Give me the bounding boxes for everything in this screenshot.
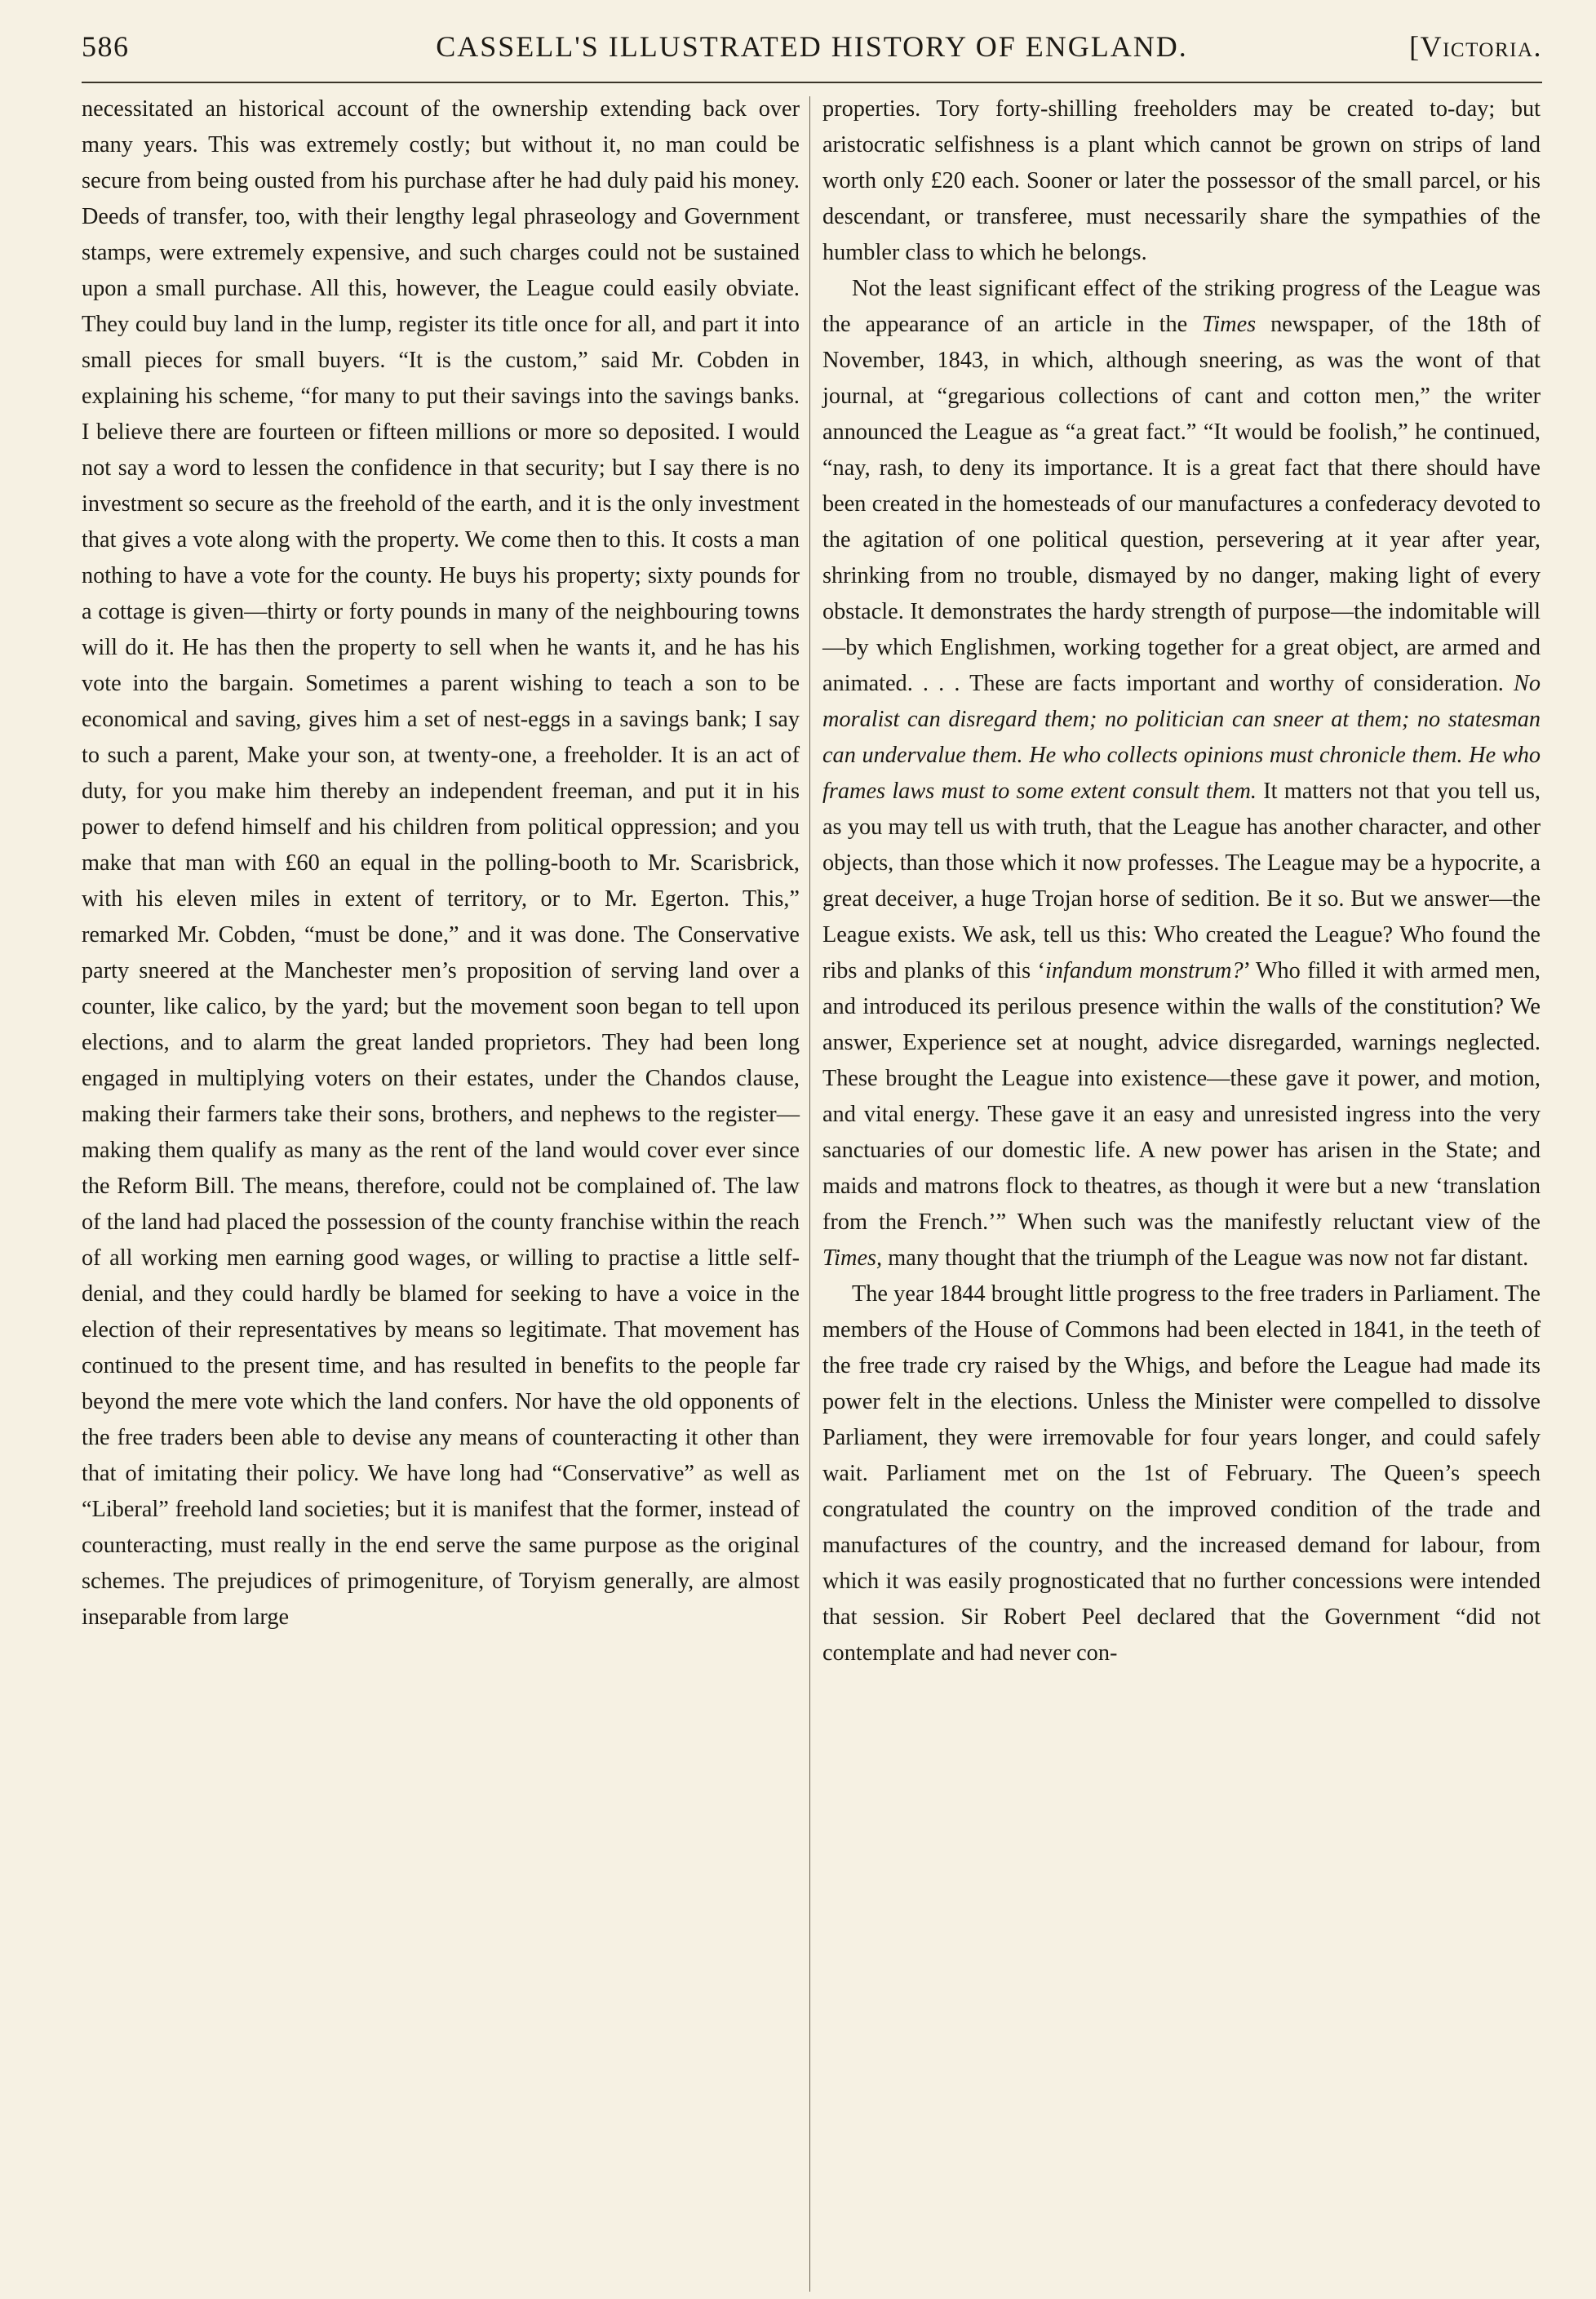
quote-italic: No moralist can disregard them; no politician can sneer at them; no statesman can undervalue them. He who collects opinions must chronicle them. He who frames laws must to some extent consult them. (822, 671, 1541, 804)
page-number: 586 (82, 30, 130, 63)
reign-label: [Victoria. (1409, 30, 1542, 63)
text-run: many thought that the triumph of the League was now not far distant. (882, 1245, 1529, 1271)
right-paragraph-1: properties. Tory forty-shilling freeholders may be created to-day; but aristocratic selfishness is a plant which cannot be grown on strips of land worth only £20 each. Sooner or later the possessor of the small parcel, or his descendant, or transferee, must necessarily share the sympathies of the humbler class to which he belongs. (822, 96, 1541, 265)
times-italic: Times (1202, 312, 1257, 337)
text-run: newspaper, of the 18th of November, 1843, in which, although sneering, as was the wont of that journal, at “gregarious collections of cant and cotton men,” the writer announced the League as “a great fact.” “It would be foolish,” he continued, “nay, rash, to deny its importance. It is a great fact that there should have been created in the homesteads of our manufactures a confederacy devoted to the agitation of one political question, persevering at it year after year, shrinking from no trouble, dismayed by no danger, making light of every obstacle. It demonstrates the hardy strength of purpose—the indomitable will—by which Englishmen, working together for a great object, are armed and animated. . . . These are facts important and worthy of consideration. (822, 312, 1541, 696)
right-paragraph-3: The year 1844 brought little progress to the free traders in Parliament. The members of the House of Commons had been elected in 1841, in the teeth of the free trade cry raised by the Whigs, and before the League had made its power felt in the elections. Unless the Minister were compelled to dissolve Parliament, they were irremovable for four years longer, and could safely wait. Parliament met on the 1st of February. The Queen’s speech congratulated the country on the improved condition of the trade and manufactures of the country, and the increased demand for labour, from which it was easily prognosticated that no further concessions were intended that session. Sir Robert Peel declared that the Government “did not contemplate and had never con- (822, 1281, 1541, 1666)
text-run: ’ Who filled it with armed men, and introduced its perilous presence within the walls of the constitution? We answer, Experience set at nought, advice disregarded, warnings neglected. These brought the League into existence—these gave it power, and motion, and vital energy. These gave it an easy and unresisted ingress into the very sanctuaries of our domestic life. A new power has arisen in the State; and maids and matrons flock to theatres, as though it were but a new ‘translation from the French.’” When such was the manifestly reluctant view of the (822, 958, 1541, 1235)
header-rule (82, 82, 1542, 83)
right-paragraph-2 (822, 271, 1541, 1276)
text-run: Not the least significant effect of the striking progress of the League was the appearance of an article in the (822, 276, 1541, 337)
right-column (822, 91, 1541, 1671)
running-header (82, 23, 1542, 75)
times-italic: Times, (822, 1245, 883, 1271)
running-title: CASSELL'S ILLUSTRATED HISTORY OF ENGLAND. (436, 30, 1188, 63)
left-paragraph-1: necessitated an historical account of the ownership extending back over many years. This was extremely costly; but without it, no man could be secure from being ousted from his purchase after he had duly paid his money. Deeds of transfer, too, with their lengthy legal phraseology and Government stamps, were extremely expensive, and such charges could not be sustained upon a small purchase. All this, however, the League could easily obviate. They could buy land in the lump, register its title once for all, and part it into small pieces for small buyers. “It is the custom,” said Mr. Cobden in explaining his scheme, “for many to put their savings into the savings banks. I believe there are fourteen or fifteen millions or more so deposited. I would not say a word to lessen the confidence in that security; but I say there is no investment so secure as the freehold of the earth, and it is the only investment that gives a vote along with the property. We come then to this. It costs a man nothing to have a vote for the county. He buys his property; sixty pounds for a cottage is given—thirty or forty pounds in many of the neighbouring towns will do it. He has then the property to sell when he wants it, and he has his vote into the bargain. Sometimes a parent wishing to teach a son to be economical and saving, gives him a set of nest-eggs in a savings bank; I say to such a parent, Make your son, at twenty-one, a freeholder. It is an act of duty, for you make him thereby an independent freeman, and put it in his power to defend himself and his children from political oppression; and you make that man with £60 an equal in the polling-booth to Mr. Scarisbrick, with his eleven miles in extent of territory, or to Mr. Egerton. This,” remarked Mr. Cobden, “must be done,” and it was done. The Conservative party sneered at the Manchester men’s proposition of serving land over a counter, like calico, by the yard; but the movement soon began to tell upon elections, and to alarm the great landed proprietors. They had been long engaged in multiplying voters on their estates, under the Chandos clause, making their farmers take their sons, brothers, and nephews to the register—making them qualify as many as the rent of the land would cover ever since the Reform Bill. The means, therefore, could not be complained of. The law of the land had placed the possession of the county franchise within the reach of all working men earning good wages, or willing to practise a little self-denial, and they could hardly be blamed for seeking to have a voice in the election of their representatives by means so legitimate. That movement has continued to the present time, and has resulted in benefits to the people far beyond the mere vote which the land confers. Nor have the old opponents of the free traders been able to devise any means of counteracting it other than that of imitating their policy. We have long had “Conservative” as well as “Liberal” freehold land societies; but it is manifest that the former, instead of counteracting, must really in the end serve the same purpose as the original schemes. The prejudices of primogeniture, of Toryism generally, are almost inseparable from large (82, 96, 800, 1630)
column-divider (809, 96, 810, 2292)
latin-italic: infandum monstrum? (1044, 958, 1244, 983)
text-run: It matters not that you tell us, as you may tell us with truth, that the League has another character, and other objects, than those which it now professes. The League may be a hypocrite, a great deceiver, a huge Trojan horse of sedition. Be it so. But we answer—the League exists. We ask, tell us this: Who created the League? Who found the ribs and planks of this ‘ (822, 779, 1541, 983)
left-column (82, 91, 800, 1635)
